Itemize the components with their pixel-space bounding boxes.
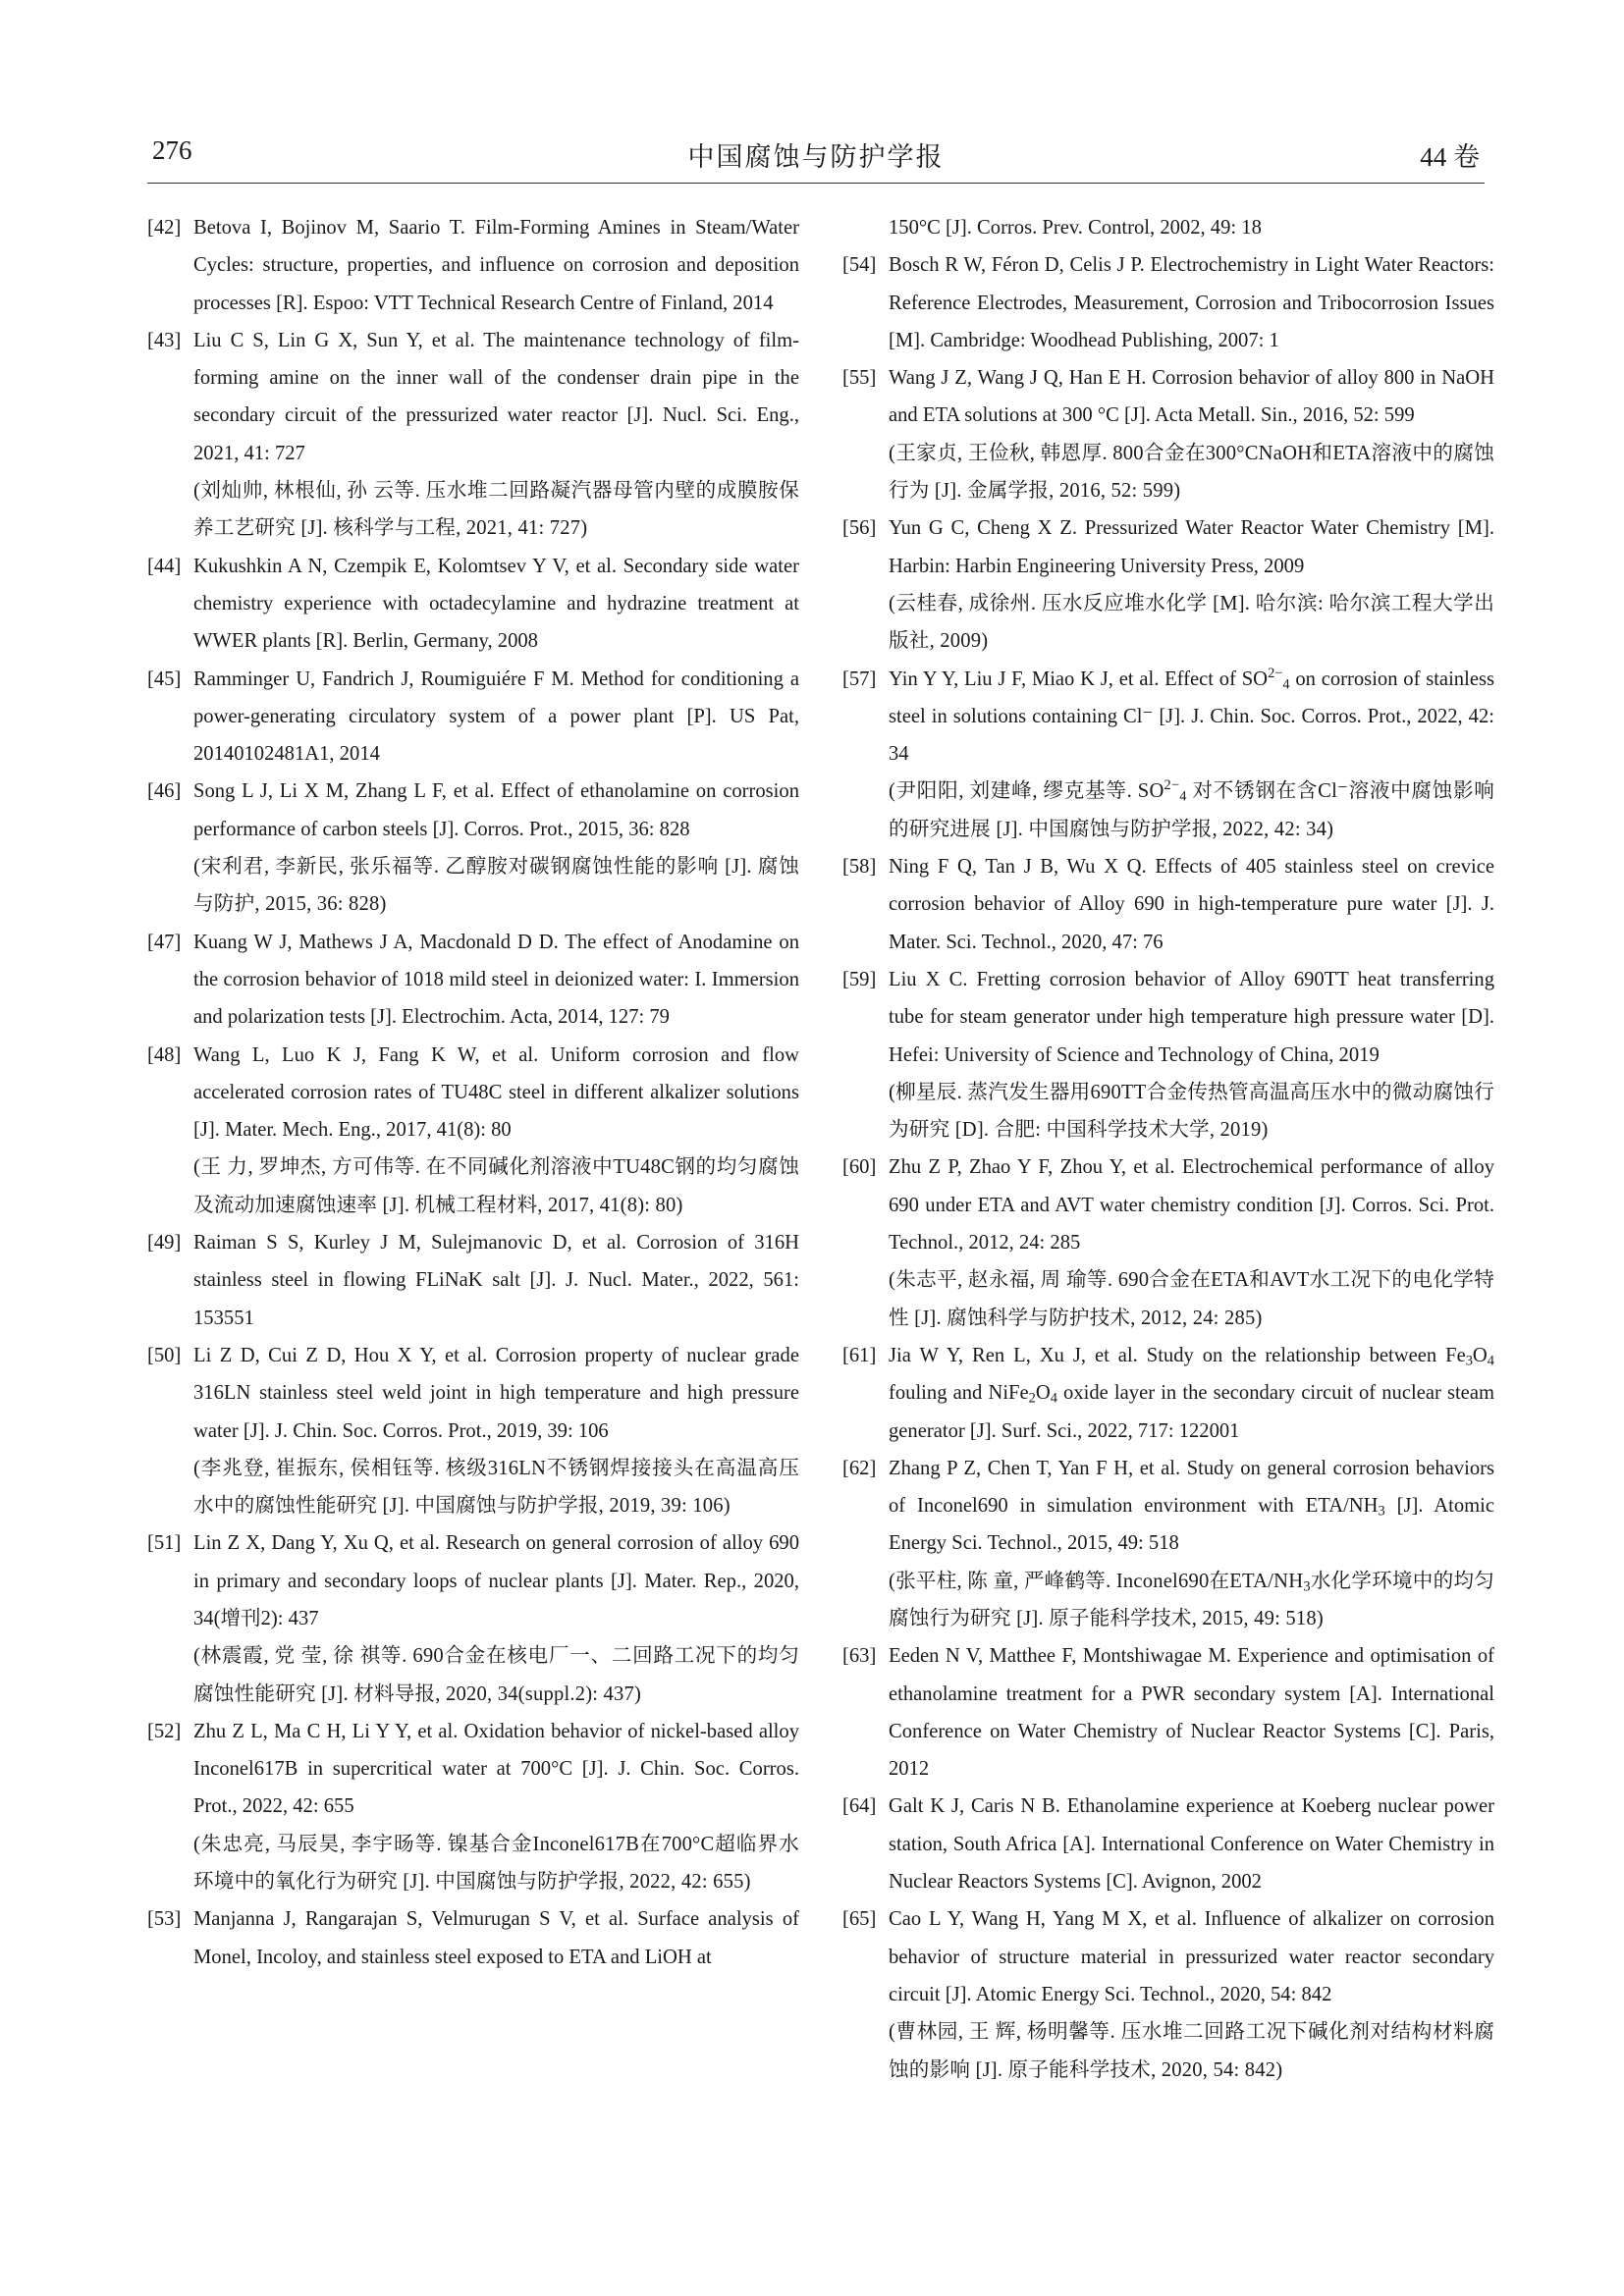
formula-subscript: 4 (1487, 1353, 1494, 1369)
reference-number: [63] (842, 1645, 877, 1668)
reference-column-left (147, 209, 799, 1976)
reference-english: Galt K J, Caris N B. Ethanolamine experience at Koeberg nuclear power station, South Africa [A]. International Conference on Water Chemistry in Nuclear Reactors Systems [C]. Avignon, 2002 (889, 1795, 1494, 1894)
reference-english-part: oxide layer in the secondary circuit of nuclear steam generator [J]. Surf. Sci., 2022, 717: 122001 (889, 1382, 1494, 1442)
reference-english: Li Z D, Cui Z D, Hou X Y, et al. Corrosion property of nuclear grade 316LN stainless steel weld joint in high temperature and high pressure water [J]. J. Chin. Soc. Corros. Prot., 2019, 39: 106 (193, 1344, 799, 1442)
reference-english-part: on corrosion of stainless steel in solutions containing Cl⁻ [J]. J. Chin. Soc. Corros. Prot., 2022, 42: 34 (889, 667, 1494, 766)
reference-item (842, 1450, 1494, 1637)
reference-number: [42] (147, 217, 182, 239)
reference-english: Manjanna J, Rangarajan S, Velmurugan S V, et al. Surface analysis of Monel, Incoloy, and stainless steel exposed to ETA and LiOH at (193, 1908, 799, 1968)
reference-number: [48] (147, 1043, 182, 1066)
reference-number: [52] (147, 1720, 182, 1742)
page-header (147, 135, 1485, 185)
reference-number: [49] (147, 1232, 182, 1255)
reference-number: [44] (147, 555, 182, 577)
sulfate-ion-subscript: 4 (1282, 676, 1290, 693)
reference-chinese: (王家贞, 王俭秋, 韩恩厚. 800合金在300°CNaOH和ETA溶液中的腐蚀行为 [J]. 金属学报, 2016, 52: 599) (889, 442, 1494, 503)
reference-item (842, 1637, 1494, 1788)
reference-item (842, 1148, 1494, 1336)
reference-english: Ramminger U, Fandrich J, Roumiguiére F M. Method for conditioning a power-generating circulatory system of a power plant [P]. US Pat, 20140102481A1, 2014 (193, 667, 799, 766)
reference-item (842, 961, 1494, 1148)
reference-english-part: fouling and NiFe (889, 1382, 1029, 1405)
reference-item (147, 1224, 799, 1337)
sulfate-ion-charge: 2− (1268, 665, 1283, 681)
reference-english: Song L J, Li X M, Zhang L F, et al. Effect of ethanolamine on corrosion performance of carbon steels [J]. Corros. Prot., 2015, 36: 828 (193, 780, 799, 840)
reference-english: Wang L, Luo K J, Fang K W, et al. Uniform corrosion and flow accelerated corrosion rates of TU48C steel in different alkalizer solutions [J]. Mater. Mech. Eng., 2017, 41(8): 80 (193, 1043, 799, 1142)
page-number: 276 (152, 135, 192, 165)
reference-english: Bosch R W, Féron D, Celis J P. Electrochemistry in Light Water Reactors: Reference Electrodes, Measurement, Corrosion and Tribocorrosion Issues [M]. Cambridge: Woodhead Publishing, 2007: 1 (889, 254, 1494, 351)
reference-english (889, 1458, 1494, 1555)
formula-subscript: 2 (1028, 1390, 1036, 1407)
reference-number: [62] (842, 1457, 877, 1479)
reference-chinese: (林震霞, 党 莹, 徐 祺等. 690合金在核电厂一、二回路工况下的均匀腐蚀性能研究 [J]. 材料导报, 2020, 34(suppl.2): 437) (193, 1645, 799, 1705)
formula-element: O (1035, 1382, 1051, 1405)
reference-number: [51] (147, 1532, 182, 1555)
reference-chinese (889, 1563, 1494, 1638)
reference-english: Liu X C. Fretting corrosion behavior of Alloy 690TT heat transferring tube for steam generator under high temperature high pressure water [D]. Hefei: University of Science and Technology of China, 2019 (889, 968, 1494, 1066)
reference-number: [45] (147, 667, 182, 690)
header-rule (147, 183, 1485, 184)
reference-english: Wang J Z, Wang J Q, Han E H. Corrosion behavior of alloy 800 in NaOH and ETA solutions at 300 °C [J]. Acta Metall. Sin., 2016, 52: 599 (889, 367, 1494, 427)
reference-number: [57] (842, 667, 877, 690)
reference-number: [43] (147, 329, 182, 351)
reference-english: Yun G C, Cheng X Z. Pressurized Water Reactor Water Chemistry [M]. Harbin: Harbin Engineering University Press, 2009 (889, 517, 1494, 577)
reference-english-part: Zhang P Z, Chen T, Yan F H, et al. Study on general corrosion behaviors of Inconel690 in simulation environment with ETA/NH (889, 1457, 1494, 1518)
reference-item (842, 359, 1494, 509)
journal-title: 中国腐蚀与防护学报 (687, 142, 945, 172)
reference-chinese-part: (张平柱, 陈 童, 严峰鹤等. Inconel690在ETA/NH (889, 1570, 1304, 1592)
reference-item (842, 246, 1494, 359)
reference-item (147, 1713, 799, 1900)
reference-chinese: (朱志平, 赵永福, 周 瑜等. 690合金在ETA和AVT水工况下的电化学特性 [J]. 腐蚀科学与防护技术, 2012, 24: 285) (889, 1269, 1494, 1329)
reference-chinese: (曹林园, 王 辉, 杨明馨等. 压水堆二回路工况下碱化剂对结构材料腐蚀的影响 [J]. 原子能科学技术, 2020, 54: 842) (889, 2021, 1494, 2081)
reference-english: Ning F Q, Tan J B, Wu X Q. Effects of 405 stainless steel on crevice corrosion behavior of Alloy 690 in high-temperature pure water [J]. J. Mater. Sci. Technol., 2020, 47: 76 (889, 856, 1494, 953)
reference-number: [64] (842, 1795, 877, 1818)
reference-number: [47] (147, 931, 182, 953)
reference-chinese-part: (尹阳阳, 刘建峰, 缪克基等. SO (889, 780, 1164, 803)
reference-chinese: (朱忠亮, 马辰昊, 李宇旸等. 镍基合金Inconel617B在700°C超临界水环境中的氧化行为研究 [J]. 中国腐蚀与防护学报, 2022, 42: 655) (193, 1833, 799, 1894)
reference-item (147, 1037, 799, 1224)
reference-chinese: (王 力, 罗坤杰, 方可伟等. 在不同碱化剂溶液中TU48C钢的均匀腐蚀及流动加速腐蚀速率 [J]. 机械工程材料, 2017, 41(8): 80) (193, 1156, 799, 1216)
reference-english (889, 1345, 1494, 1442)
reference-item (147, 773, 799, 923)
reference-chinese: (柳星辰. 蒸汽发生器用690TT合金传热管高温高压水中的微动腐蚀行为研究 [D]. 合肥: 中国科学技术大学, 2019) (889, 1081, 1494, 1142)
formula-subscript: 3 (1465, 1353, 1473, 1369)
formula-element: O (1472, 1344, 1488, 1366)
reference-item (842, 1788, 1494, 1900)
reference-number: [65] (842, 1908, 877, 1931)
reference-chinese-part: 对不锈钢在含Cl⁻溶液中腐蚀影响的研究进展 [J]. 中国腐蚀与防护学报, 2022, 42: 34) (889, 780, 1495, 840)
reference-continuation: 150°C [J]. Corros. Prev. Control, 2002, 49: 18 (889, 217, 1262, 239)
reference-english: Betova I, Bojinov M, Saario T. Film-Forming Amines in Steam/Water Cycles: structure, properties, and influence on corrosion and deposition processes [R]. Espoo: VTT Technical Research Centre of Finland, 2014 (193, 217, 799, 314)
reference-item (147, 1900, 799, 1976)
sulfate-ion-subscript: 4 (1179, 789, 1187, 806)
reference-chinese: (李兆登, 崔振东, 侯相钰等. 核级316LN不锈钢焊接接头在高温高压水中的腐蚀性能研究 [J]. 中国腐蚀与防护学报, 2019, 39: 106) (193, 1457, 799, 1518)
reference-chinese: (刘灿帅, 林根仙, 孙 云等. 压水堆二回路凝汽器母管内壁的成膜胺保养工艺研究 [J]. 核科学与工程, 2021, 41: 727) (193, 480, 799, 540)
reference-chinese-part: 水化学环境中的均匀腐蚀行为研究 [J]. 原子能科学技术, 2015, 49: 518) (889, 1570, 1494, 1629)
reference-number: [59] (842, 968, 877, 990)
formula-subscript: 3 (1303, 1578, 1311, 1595)
reference-item (147, 1524, 799, 1712)
reference-english: Eeden N V, Matthee F, Montshiwagae M. Experience and optimisation of ethanolamine treatment for a PWR secondary system [A]. International Conference on Water Chemistry of Nuclear Reactor Systems [C]. Paris, 2012 (889, 1645, 1494, 1781)
reference-english: Lin Z X, Dang Y, Xu Q, et al. Research on general corrosion of alloy 690 in primary and secondary loops of nuclear plants [J]. Mater. Rep., 2020, 34(增刊2): 437 (193, 1532, 799, 1629)
reference-english: Kukushkin A N, Czempik E, Kolomtsev Y V, et al. Secondary side water chemistry experience with octadecylamine and hydrazine treatment at WWER plants [R]. Berlin, Germany, 2008 (193, 555, 799, 653)
reference-item (842, 1337, 1494, 1450)
sulfate-ion-charge: 2− (1164, 777, 1180, 794)
reference-english: Raiman S S, Kurley J M, Sulejmanovic D, et al. Corrosion of 316H stainless steel in flowing FLiNaK salt [J]. J. Nucl. Mater., 2022, 561: 153551 (193, 1232, 799, 1329)
reference-item (147, 924, 799, 1037)
formula-subscript: 4 (1050, 1390, 1057, 1407)
reference-item (147, 548, 799, 661)
reference-item (842, 509, 1494, 660)
reference-chinese: (宋利君, 李新民, 张乐福等. 乙醇胺对碳钢腐蚀性能的影响 [J]. 腐蚀与防护, 2015, 36: 828) (193, 856, 799, 916)
reference-item (147, 1337, 799, 1524)
reference-number: [58] (842, 856, 877, 879)
reference-number: [50] (147, 1344, 182, 1366)
reference-english: Zhu Z L, Ma C H, Li Y Y, et al. Oxidation behavior of nickel-based alloy Inconel617B in supercritical water at 700°C [J]. J. Chin. Soc. Corros. Prot., 2022, 42: 655 (193, 1720, 799, 1818)
reference-english (889, 665, 1494, 766)
volume-label: 44 卷 (1420, 142, 1480, 172)
reference-number: [46] (147, 780, 182, 803)
reference-item (842, 661, 1494, 848)
formula-subscript: 3 (1378, 1503, 1385, 1520)
reference-column-right (842, 209, 1494, 2089)
reference-number: [56] (842, 517, 877, 540)
reference-chinese: (云桂春, 成徐州. 压水反应堆水化学 [M]. 哈尔滨: 哈尔滨工程大学出版社, 2009) (889, 592, 1494, 653)
reference-number: [60] (842, 1156, 877, 1179)
reference-number: [55] (842, 367, 877, 390)
reference-english: Kuang W J, Mathews J A, Macdonald D D. The effect of Anodamine on the corrosion behavior of 1018 mild steel in deionized water: I. Immersion and polarization tests [J]. Electrochim. Acta, 2014, 127: 79 (193, 931, 799, 1029)
reference-english: Zhu Z P, Zhao Y F, Zhou Y, et al. Electrochemical performance of alloy 690 under ETA and AVT water chemistry condition [J]. Corros. Sci. Prot. Technol., 2012, 24: 285 (889, 1156, 1494, 1255)
reference-number: [53] (147, 1908, 182, 1931)
reference-item (147, 661, 799, 774)
reference-english-part: Jia W Y, Ren L, Xu J, et al. Study on the relationship between Fe (889, 1344, 1466, 1366)
reference-english: Liu C S, Lin G X, Sun Y, et al. The maintenance technology of film-forming amine on the inner wall of the condenser drain pipe in the secondary circuit of the pressurized water reactor [J]. Nucl. Sci. Eng., 2021, 41: 727 (193, 329, 799, 464)
reference-english-part: [J]. Atomic Energy Sci. Technol., 2015, 49: 518 (889, 1495, 1495, 1555)
reference-english-part: Yin Y Y, Liu J F, Miao K J, et al. Effect of SO (889, 667, 1269, 690)
reference-number: [54] (842, 254, 877, 277)
reference-number: [61] (842, 1344, 877, 1366)
reference-item (842, 848, 1494, 961)
reference-chinese (889, 773, 1494, 848)
reference-item (842, 1900, 1494, 2088)
reference-item (147, 322, 799, 548)
reference-item (147, 209, 799, 322)
reference-english: Cao L Y, Wang H, Yang M X, et al. Influence of alkalizer on corrosion behavior of structure material in pressurized water reactor secondary circuit [J]. Atomic Energy Sci. Technol., 2020, 54: 842 (889, 1908, 1494, 2005)
